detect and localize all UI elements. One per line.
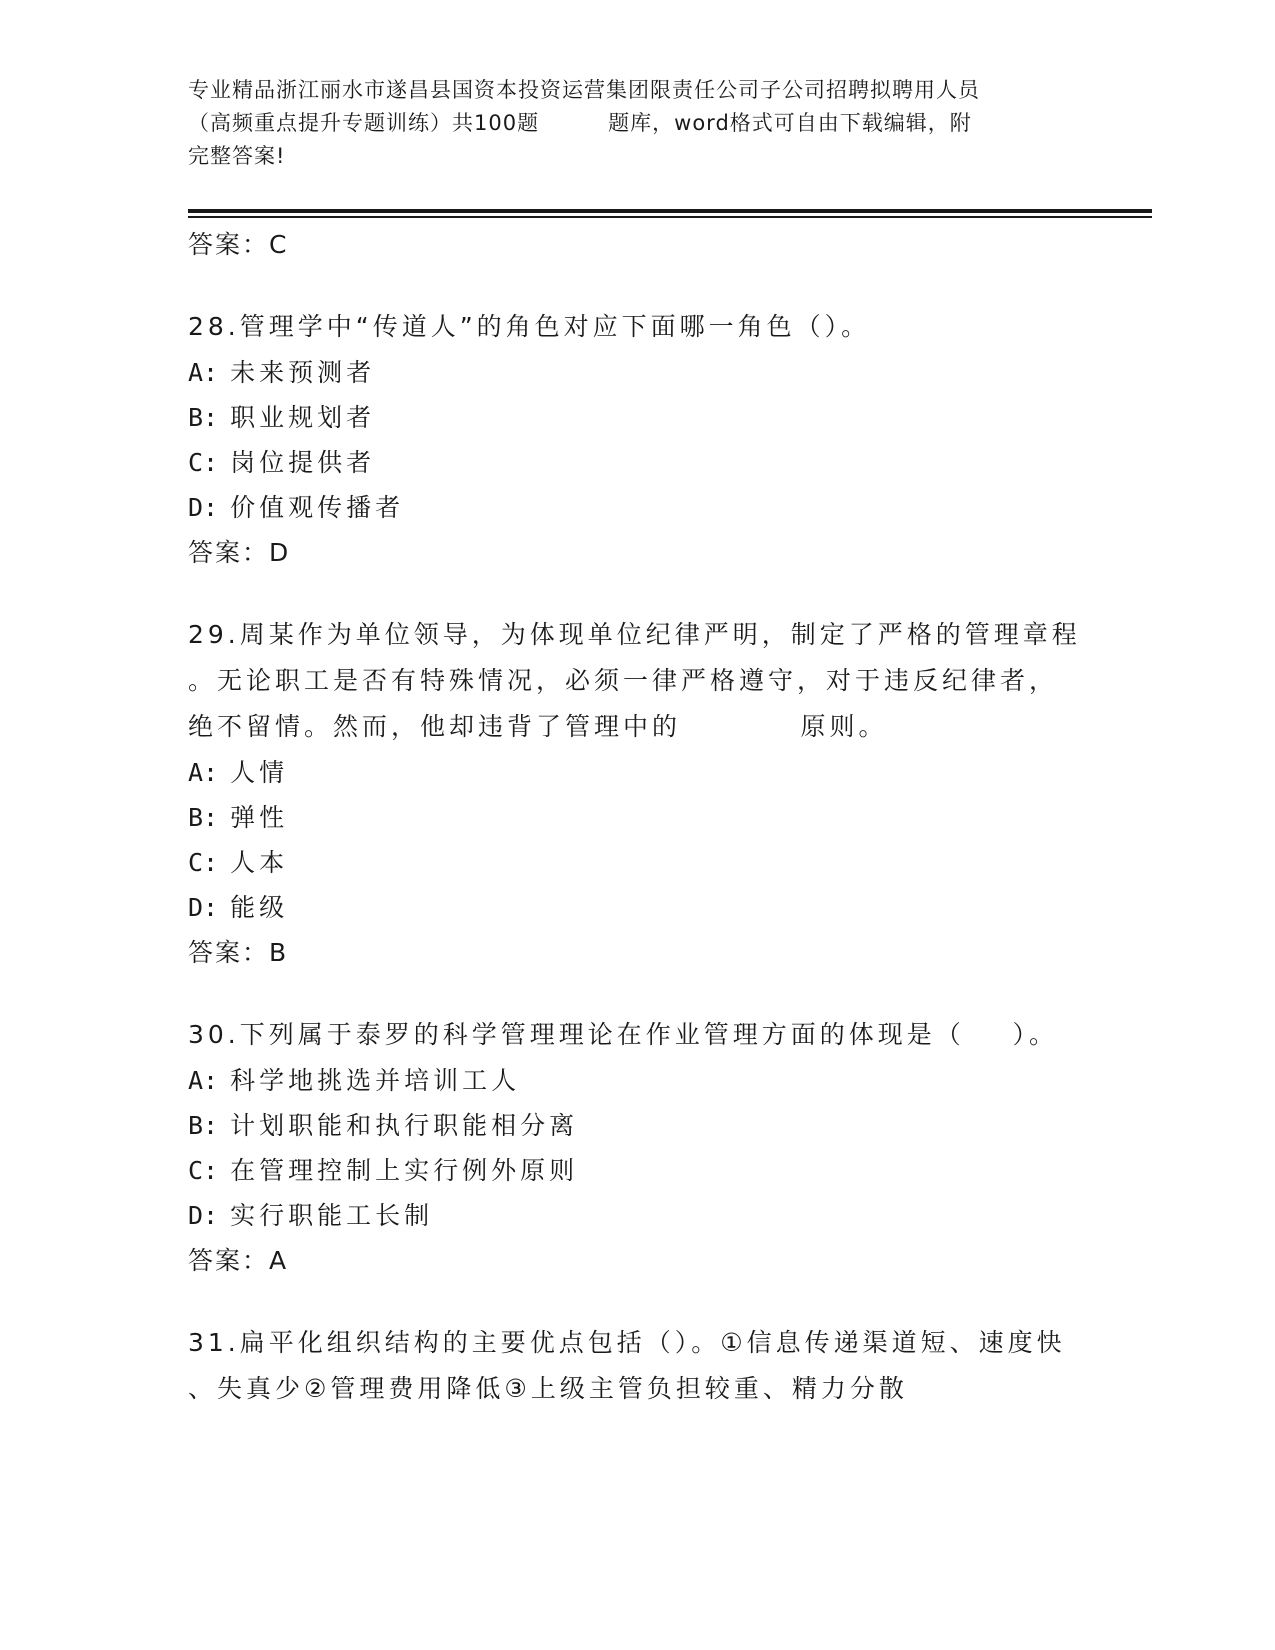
option-text: 实行职能工长制	[230, 1201, 434, 1230]
answer-line: 答案：D	[188, 538, 291, 567]
question-text: 28.管理学中“传道人”的角色对应下面哪一角色（）。	[188, 312, 871, 341]
option-letter: B:	[188, 1111, 219, 1140]
option-c	[188, 840, 1088, 885]
option-letter: D:	[188, 493, 219, 522]
option-c	[188, 1148, 1088, 1193]
question-block	[188, 1320, 1088, 1412]
option-letter: D:	[188, 1201, 219, 1230]
option-letter: C:	[188, 448, 219, 477]
document-header	[188, 74, 1088, 173]
option-letter: A:	[188, 358, 219, 387]
question-text: 30.下列属于泰罗的科学管理理论在作业管理方面的体现是（ ）。	[188, 1020, 1059, 1049]
answer-line: 答案：B	[188, 938, 289, 967]
option-d	[188, 885, 1088, 930]
option-letter: B:	[188, 403, 219, 432]
option-d	[188, 485, 1088, 530]
option-text: 科学地挑选并培训工人	[230, 1066, 521, 1095]
option-text: 未来预测者	[230, 358, 376, 387]
option-text: 弹性	[230, 803, 289, 832]
header-line: 专业精品浙江丽水市遂昌县国资本投资运营集团限责任公司子公司招聘拟聘用人员	[188, 78, 980, 102]
option-letter: D:	[188, 893, 219, 922]
option-text: 能级	[230, 893, 289, 922]
header-divider-thick	[188, 209, 1152, 213]
question-block	[188, 612, 1088, 976]
option-letter: A:	[188, 1066, 219, 1095]
option-letter: C:	[188, 848, 219, 877]
question-list	[188, 222, 1088, 1412]
option-a	[188, 1058, 1088, 1103]
question-text: 绝不留情。然而，他却违背了管理中的 原则。	[188, 712, 888, 741]
option-text: 人情	[230, 758, 289, 787]
option-b	[188, 1103, 1088, 1148]
option-text: 职业规划者	[230, 403, 376, 432]
option-b	[188, 795, 1088, 840]
header-divider-thin	[188, 216, 1152, 218]
option-text: 人本	[230, 848, 289, 877]
option-text: 计划职能和执行职能相分离	[230, 1111, 579, 1140]
question-text: 31.扁平化组织结构的主要优点包括（）。①信息传递渠道短、速度快	[188, 1328, 1066, 1357]
header-line: 完整答案!	[188, 144, 286, 168]
option-a	[188, 750, 1088, 795]
option-letter: C:	[188, 1156, 219, 1185]
option-letter: A:	[188, 758, 219, 787]
option-text: 岗位提供者	[230, 448, 376, 477]
header-line: （高频重点提升专题训练）共100题 题库，word格式可自由下载编辑，附	[188, 111, 972, 135]
option-c	[188, 440, 1088, 485]
answer-line: 答案：A	[188, 1246, 289, 1275]
option-letter: B:	[188, 803, 219, 832]
option-text: 在管理控制上实行例外原则	[230, 1156, 579, 1185]
option-a	[188, 350, 1088, 395]
question-text: 。无论职工是否有特殊情况，必须一律严格遵守，对于违反纪律者，	[188, 666, 1059, 695]
question-text: 、失真少②管理费用降低③上级主管负担较重、精力分散	[188, 1374, 908, 1403]
question-text: 29.周某作为单位领导，为体现单位纪律严明，制定了严格的管理章程	[188, 620, 1081, 649]
option-d	[188, 1193, 1088, 1238]
question-block	[188, 1012, 1088, 1284]
option-text: 价值观传播者	[230, 493, 405, 522]
question-block	[188, 304, 1088, 576]
option-b	[188, 395, 1088, 440]
answer-line: 答案：C	[188, 230, 289, 259]
